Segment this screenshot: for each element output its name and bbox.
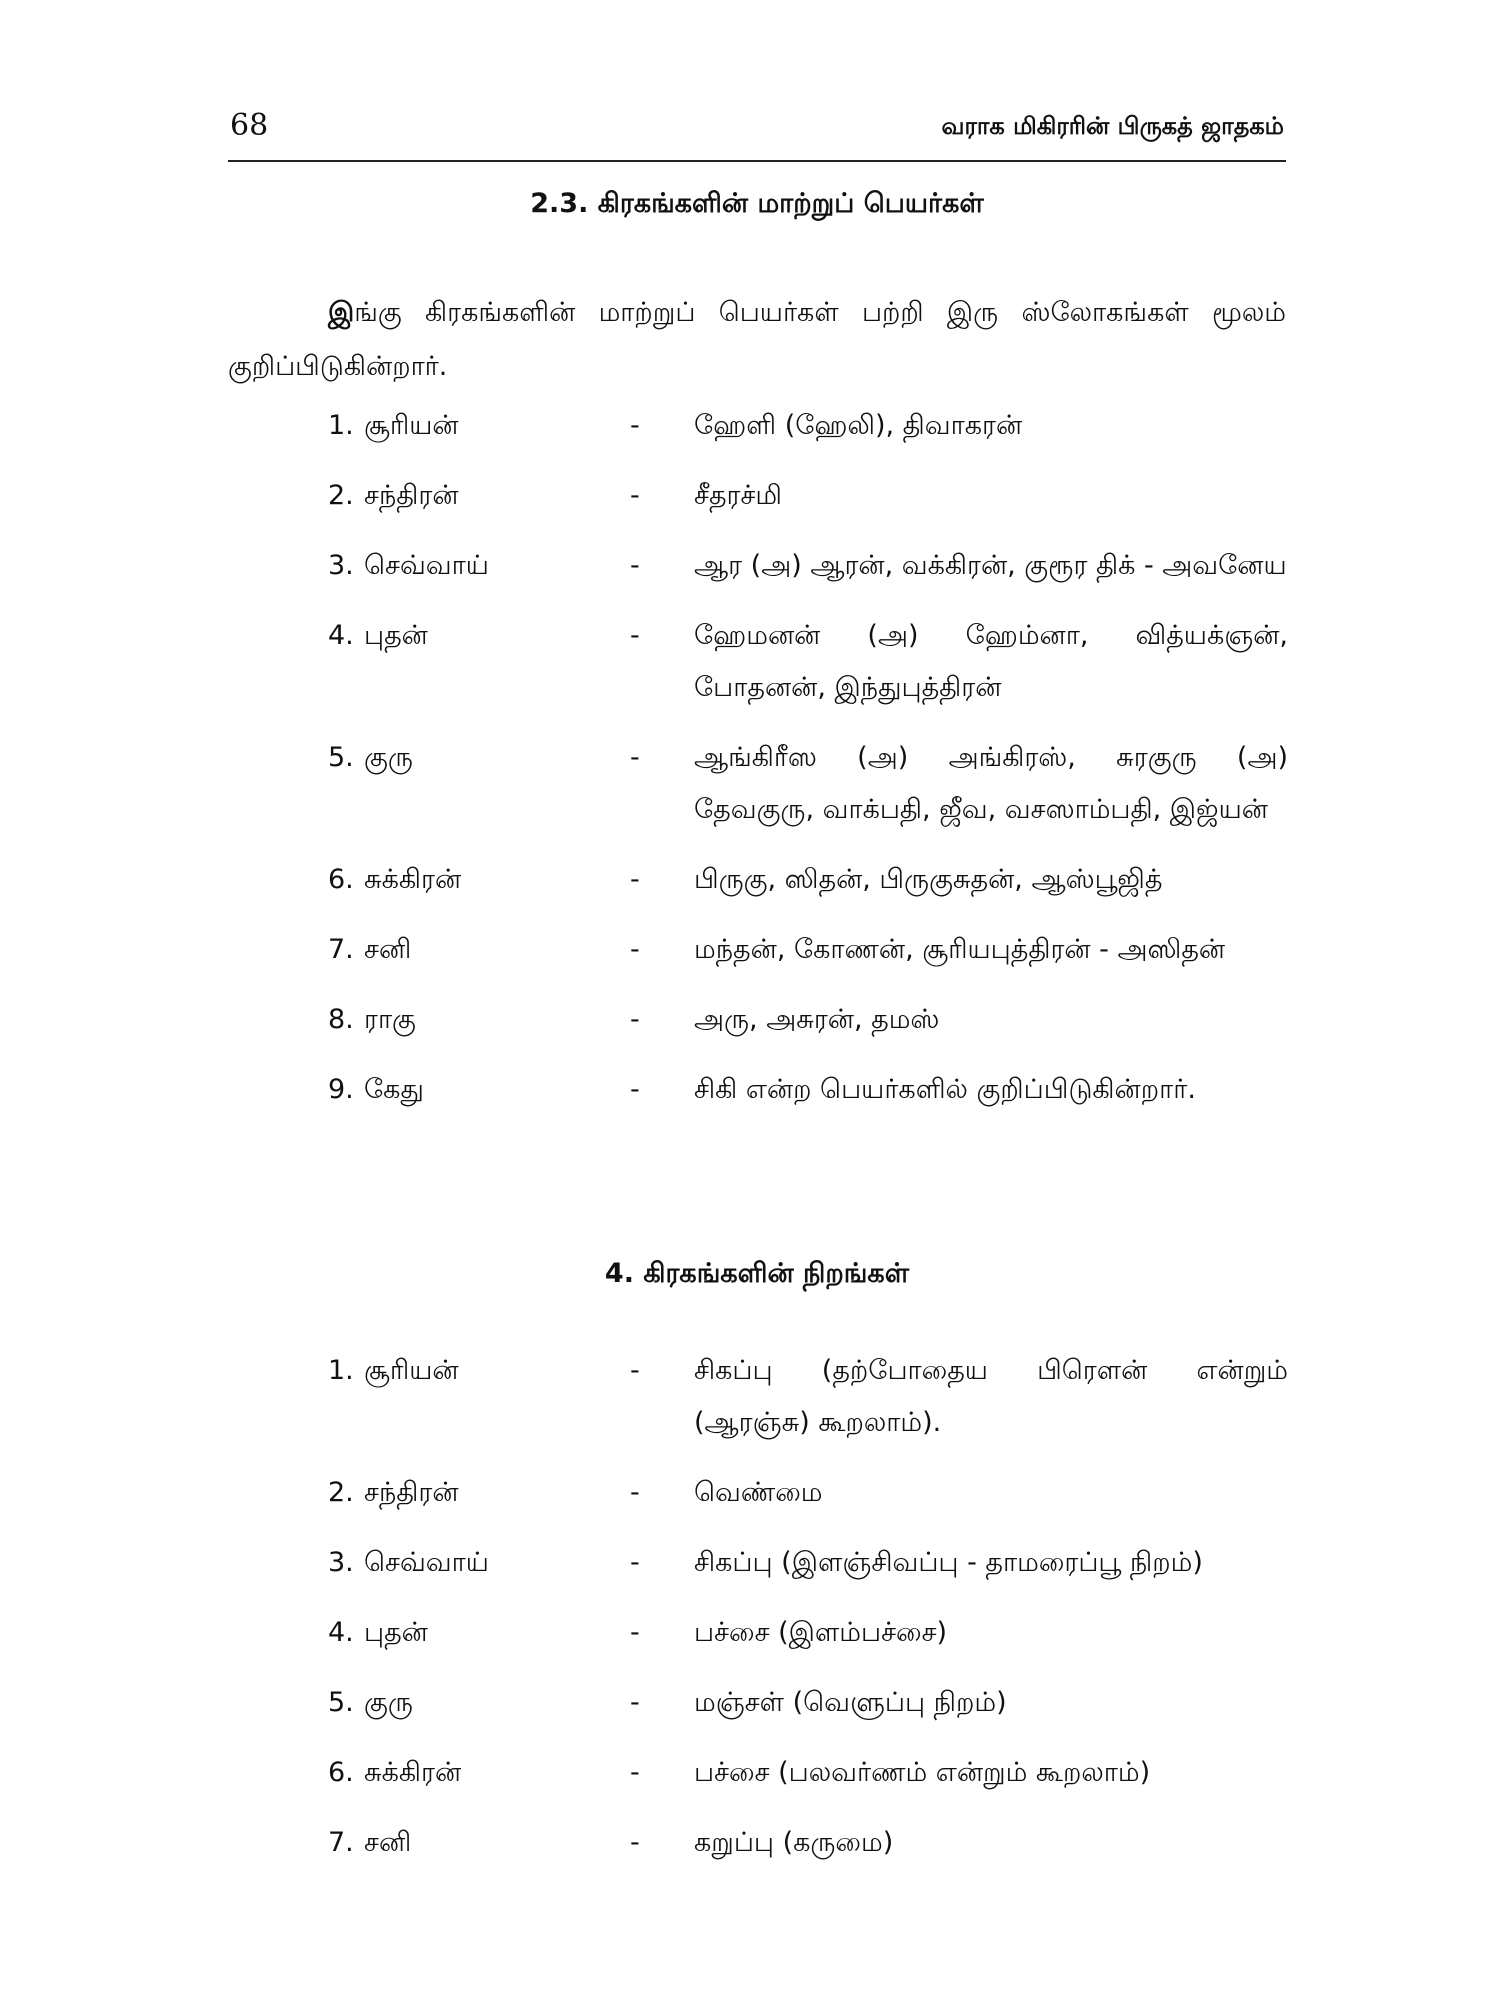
item-number: 9. <box>328 1074 354 1105</box>
item-number: 8. <box>328 1004 354 1035</box>
header-rule <box>228 160 1286 162</box>
planet-name: குரு <box>364 1687 413 1718</box>
item-dash: - <box>630 1617 640 1648</box>
planet-name: புதன் <box>364 620 428 651</box>
section-title-planet-colors: 4. கிரகங்களின் நிறங்கள் <box>604 1258 910 1289</box>
planet-name: கேது <box>364 1074 424 1105</box>
planet-name: சந்திரன் <box>364 1477 459 1508</box>
list-item <box>328 540 1288 592</box>
item-dash: - <box>630 934 640 965</box>
list-item <box>328 1817 1288 1869</box>
planet-colors-list <box>328 1345 1288 1887</box>
list-item <box>328 1537 1288 1589</box>
item-number: 4. <box>328 1617 354 1648</box>
item-dash: - <box>630 1355 640 1386</box>
item-number: 7. <box>328 1827 354 1858</box>
item-number: 2. <box>328 480 354 511</box>
planet-name: குரு <box>364 742 413 773</box>
intro-text: ங்கு கிரகங்களின் மாற்றுப் பெயர்கள் பற்றி இரு ஸ்லோகங்கள் மூலம் குறிப்பிடுகின்றார். <box>228 297 1286 382</box>
item-number: 3. <box>328 1547 354 1578</box>
item-number: 5. <box>328 742 354 773</box>
item-value: ஆங்கிரீஸ (அ) அங்கிரஸ், சுரகுரு (அ) தேவகுரு, வாக்பதி, ஜீவ, வசஸாம்பதி, இஜ்யன் <box>694 742 1288 825</box>
item-number: 7. <box>328 934 354 965</box>
list-item <box>328 1345 1288 1449</box>
item-number: 2. <box>328 1477 354 1508</box>
item-value: மந்தன், கோணன், சூரியபுத்திரன் - அஸிதன் <box>694 934 1226 965</box>
list-item <box>328 470 1288 522</box>
item-dash: - <box>630 410 640 441</box>
alternate-names-list <box>328 400 1288 1134</box>
item-value: மஞ்சள் (வெளுப்பு நிறம்) <box>694 1687 1007 1718</box>
planet-name: புதன் <box>364 1617 428 1648</box>
item-dash: - <box>630 742 640 773</box>
list-item <box>328 610 1288 714</box>
item-dash: - <box>630 1074 640 1105</box>
item-value: ஹேளி (ஹேலி), திவாகரன் <box>694 410 1023 441</box>
planet-name: சனி <box>364 934 412 965</box>
item-value: சிகி என்ற பெயர்களில் குறிப்பிடுகின்றார். <box>694 1074 1196 1105</box>
list-item <box>328 854 1288 906</box>
list-item <box>328 1677 1288 1729</box>
item-dash: - <box>630 1547 640 1578</box>
planet-name: சனி <box>364 1827 412 1858</box>
list-item <box>328 1064 1288 1116</box>
item-dash: - <box>630 1687 640 1718</box>
item-value: ஆர (அ) ஆரன், வக்கிரன், குரூர திக் - அவனேய <box>694 550 1287 581</box>
item-dash: - <box>630 620 640 651</box>
list-item <box>328 1747 1288 1799</box>
item-value: பிருகு, ஸிதன், பிருகுசுதன், ஆஸ்பூஜித் <box>694 864 1163 895</box>
intro-paragraph <box>228 286 1286 394</box>
item-dash: - <box>630 1477 640 1508</box>
planet-name: சுக்கிரன் <box>364 1757 462 1788</box>
item-dash: - <box>630 1004 640 1035</box>
intro-lead-letter: இ <box>328 297 355 328</box>
item-number: 6. <box>328 1757 354 1788</box>
item-number: 6. <box>328 864 354 895</box>
list-item <box>328 400 1288 452</box>
item-dash: - <box>630 1827 640 1858</box>
list-item <box>328 924 1288 976</box>
item-number: 3. <box>328 550 354 581</box>
item-value: பச்சை (பலவர்ணம் என்றும் கூறலாம்) <box>694 1757 1151 1788</box>
list-item <box>328 994 1288 1046</box>
item-value: சிகப்பு (இளஞ்சிவப்பு - தாமரைப்பூ நிறம்) <box>694 1547 1203 1578</box>
planet-name: செவ்வாய் <box>364 1547 489 1578</box>
item-dash: - <box>630 480 640 511</box>
item-value: சீதரச்மி <box>694 480 783 511</box>
planet-name: சந்திரன் <box>364 480 459 511</box>
item-dash: - <box>630 1757 640 1788</box>
list-item <box>328 1467 1288 1519</box>
item-value: பச்சை (இளம்பச்சை) <box>694 1617 948 1648</box>
section-title-alternate-names: 2.3. கிரகங்களின் மாற்றுப் பெயர்கள் <box>530 188 984 219</box>
item-number: 5. <box>328 1687 354 1718</box>
item-value: கறுப்பு (கருமை) <box>694 1827 894 1858</box>
item-value: அரு, அசுரன், தமஸ் <box>694 1004 940 1035</box>
planet-name: செவ்வாய் <box>364 550 489 581</box>
item-number: 1. <box>328 1355 354 1386</box>
running-header: வராக மிகிரரின் பிருகத் ஜாதகம் <box>941 112 1284 140</box>
item-value: ஹேமனன் (அ) ஹேம்னா, வித்யக்ஞன், போதனன், இந்துபுத்திரன் <box>694 620 1288 703</box>
planet-name: ராகு <box>364 1004 416 1035</box>
item-dash: - <box>630 864 640 895</box>
planet-name: சுக்கிரன் <box>364 864 462 895</box>
item-value: வெண்மை <box>694 1477 823 1508</box>
planet-name: சூரியன் <box>364 410 459 441</box>
item-number: 1. <box>328 410 354 441</box>
item-number: 4. <box>328 620 354 651</box>
page-number: 68 <box>230 108 269 143</box>
item-value: சிகப்பு (தற்போதைய பிரௌன் என்றும் (ஆரஞ்சு) கூறலாம்). <box>694 1355 1288 1438</box>
list-item <box>328 1607 1288 1659</box>
item-dash: - <box>630 550 640 581</box>
planet-name: சூரியன் <box>364 1355 459 1386</box>
list-item <box>328 732 1288 836</box>
